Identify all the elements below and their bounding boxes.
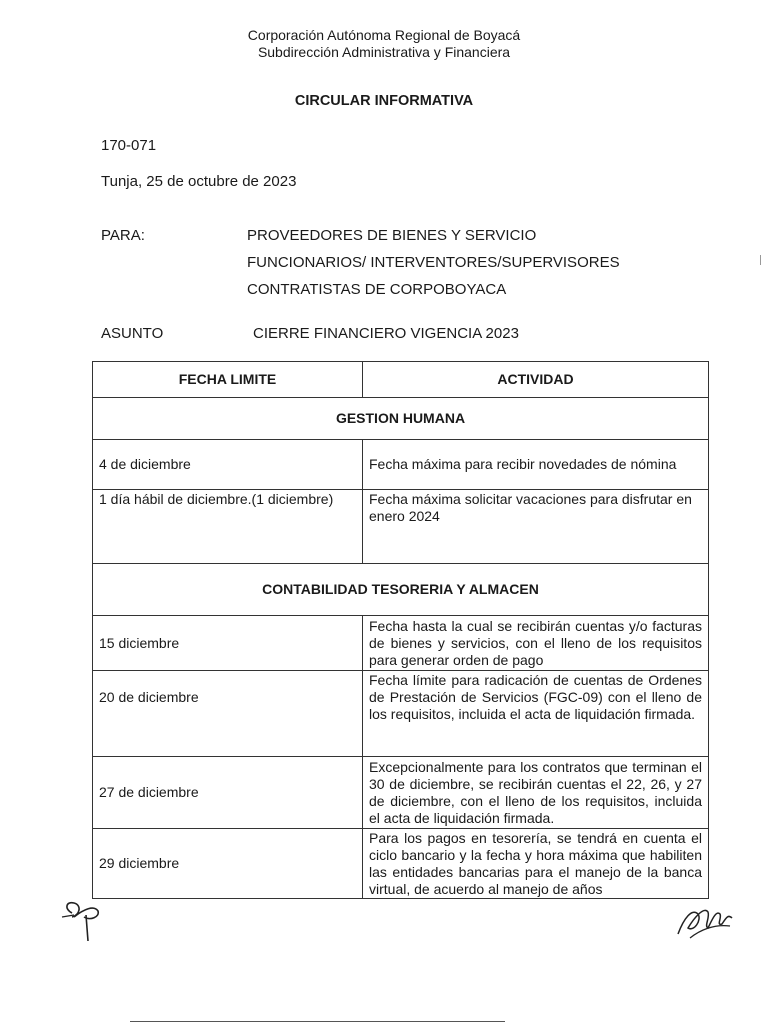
row-date: 1 día hábil de diciembre.(1 diciembre) [93, 490, 363, 564]
document-title: CIRCULAR INFORMATIVA [294, 93, 474, 109]
column-header-fecha: FECHA LIMITE [93, 362, 363, 398]
row-date: 15 diciembre [93, 616, 363, 671]
section-row [93, 398, 709, 440]
organization-name: Corporación Autónoma Regional de Boyacá [247, 27, 521, 43]
table-row [93, 829, 709, 899]
row-date: 20 de diciembre [93, 671, 363, 757]
asunto-value: CIERRE FINANCIERO VIGENCIA 2023 [253, 325, 519, 342]
para-line-3: CONTRATISTAS DE CORPOBOYACA [247, 281, 507, 298]
section-row [93, 564, 709, 616]
department-name: Subdirección Administrativa y Financiera [257, 44, 511, 60]
asunto-label: ASUNTO [101, 325, 164, 342]
row-activity: Excepcionalmente para los contratos que terminan el 30 de diciembre, se recibirán cuentas el 22, 26, y 27 de diciembre, con el lleno de los requisitos, incluida el acta de liquidación firmada. [363, 757, 709, 829]
row-date: 29 diciembre [93, 829, 363, 899]
margin-mark [760, 255, 761, 265]
para-line-1: PROVEEDORES DE BIENES Y SERVICIO [247, 227, 537, 244]
row-activity: Para los pagos en tesorería, se tendrá en cuenta el ciclo bancario y la fecha y hora máxima que habiliten las entidades bancarias para el manejo de la banca virtual, de acuerdo al manejo de años [363, 829, 709, 899]
table-row [93, 440, 709, 490]
row-date: 4 de diciembre [93, 440, 363, 490]
bottom-rule [130, 1021, 505, 1022]
row-activity: Fecha máxima para recibir novedades de nómina [363, 440, 709, 490]
section-title-gestion-humana: GESTION HUMANA [93, 398, 709, 440]
schedule-table [92, 361, 709, 899]
row-activity: Fecha límite para radicación de cuentas de Ordenes de Prestación de Servicios (FGC-09) con el lleno de los requisitos, incluida el acta de liquidación firmada. [363, 671, 709, 757]
row-activity: Fecha máxima solicitar vacaciones para disfrutar en enero 2024 [363, 490, 709, 564]
table-header-row [93, 362, 709, 398]
para-label: PARA: [101, 227, 145, 244]
handwritten-signature-icon [670, 888, 740, 948]
document-date: Tunja, 25 de octubre de 2023 [101, 173, 297, 190]
column-header-actividad: ACTIVIDAD [363, 362, 709, 398]
section-title-contabilidad: CONTABILIDAD TESORERIA Y ALMACEN [93, 564, 709, 616]
row-date: 27 de diciembre [93, 757, 363, 829]
para-line-2: FUNCIONARIOS/ INTERVENTORES/SUPERVISORES [247, 254, 620, 271]
handwritten-initials-icon [60, 895, 115, 945]
table-row [93, 757, 709, 829]
row-activity: Fecha hasta la cual se recibirán cuentas y/o facturas de bienes y servicios, con el lleno de los requisitos para generar orden de pago [363, 616, 709, 671]
table-row [93, 490, 709, 564]
table-row [93, 616, 709, 671]
table-row [93, 671, 709, 757]
reference-number: 170-071 [101, 137, 157, 154]
